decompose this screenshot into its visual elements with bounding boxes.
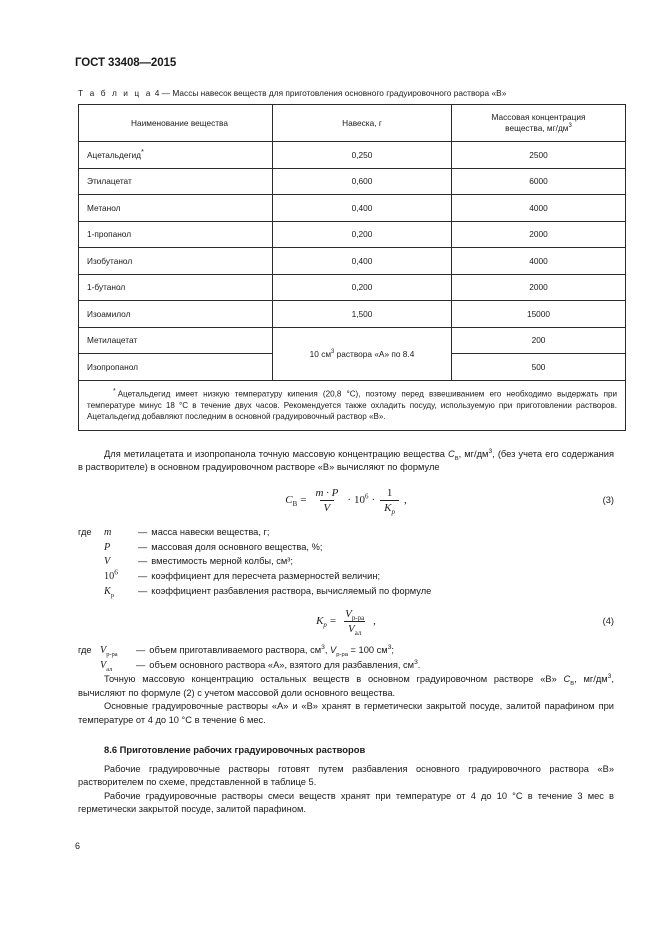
- para-exact-sup: 3: [607, 673, 612, 681]
- legend-tail-base: V: [330, 644, 337, 655]
- legend-symbol: [104, 541, 138, 556]
- symbol-cb-base: C: [447, 448, 455, 459]
- table-row: [79, 301, 626, 328]
- legend-item: [78, 658, 614, 673]
- symbol-cb: [563, 674, 575, 688]
- cell-footnote: [79, 380, 626, 430]
- formula3-lhs-base: C: [285, 494, 293, 507]
- footnote-marker: *: [113, 387, 116, 395]
- legend-symbol-base: V: [100, 644, 107, 656]
- formula3-lhs: [285, 494, 298, 509]
- legend-text-a: объем приготавливаемого раствора, см: [149, 644, 322, 655]
- formula3-fraction-1: [311, 487, 342, 514]
- footnote-ref-marker: *: [140, 146, 144, 156]
- legend-symbol-base: K: [104, 585, 111, 597]
- legend-text: вместимость мерной колбы, см³;: [151, 556, 293, 567]
- legend-lead-word: где: [78, 644, 92, 655]
- table-body: [79, 142, 626, 431]
- para-exact-c: , вычисляют по формуле (2) с учетом массовой доли основного вещества.: [78, 674, 614, 698]
- table-caption-dash: —: [161, 88, 171, 98]
- table-row: [79, 195, 626, 222]
- legend-lead-word: где: [78, 526, 92, 537]
- merged-mass-superscript: 3: [331, 348, 335, 355]
- legend-tail-end: ;: [391, 644, 395, 655]
- legend-symbol-base: V: [104, 556, 111, 568]
- para-intro-c: , (без учета его содержания в растворителе) в основном градуировочном растворе «В» вычисляют по формуле: [78, 448, 614, 473]
- paragraph-exact-concentration: [78, 673, 614, 700]
- formula-4-number: (4): [602, 616, 614, 627]
- column-header-name: Наименование вещества: [79, 105, 273, 142]
- column-header-concentration: [452, 105, 626, 142]
- formula3-lhs-sub: В: [292, 501, 298, 509]
- legend-dash: —: [138, 526, 148, 537]
- table-row: [79, 142, 626, 169]
- cell-concentration: 6000: [452, 168, 626, 195]
- legend-dash: —: [138, 585, 148, 596]
- legend-symbol: [100, 658, 136, 673]
- formula3-numerator: m · P: [315, 486, 339, 499]
- cell-concentration: 2000: [452, 221, 626, 248]
- legend-dash: —: [136, 644, 146, 655]
- cell-substance-name: Метилацетат: [79, 327, 273, 354]
- concentration-line2: вещества, мг/дм: [505, 123, 569, 133]
- para-exact-a: Точную массовую концентрацию остальных веществ в основном градуировочном растворе «В»: [104, 674, 564, 685]
- legend-symbol-sub: р: [110, 591, 114, 599]
- cell-concentration: 500: [452, 354, 626, 381]
- legend-dash: —: [136, 659, 146, 670]
- formula-4: [78, 608, 614, 635]
- legend-text: коэффициент разбавления раствора, вычисляемый по формуле: [151, 585, 432, 596]
- table-row: [79, 274, 626, 301]
- formula4-numerator: [341, 608, 368, 621]
- cell-concentration: 15000: [452, 301, 626, 328]
- table-caption-label: Т а б л и ц а: [78, 88, 153, 98]
- legend-symbol: [104, 567, 138, 585]
- legend-tail-sup: 3: [387, 643, 392, 651]
- cell-substance-name: Этилацетат: [79, 168, 273, 195]
- table-row: [79, 221, 626, 248]
- table-caption-text: Массы навесок веществ для приготовления основного градуировочного раствора «В»: [172, 88, 507, 98]
- formula3-fraction-2: [380, 487, 399, 514]
- table-header-row: [79, 105, 626, 142]
- formula4-denominator: [344, 621, 365, 635]
- symbol-cb-base: C: [563, 674, 571, 685]
- legend-text: [149, 659, 614, 673]
- legend-text: коэффициент для пересчета размерностей величин;: [151, 571, 381, 582]
- formula4-equals: =: [329, 615, 337, 628]
- formula4-fraction: [341, 608, 368, 635]
- cell-substance-name: Изобутанол: [79, 248, 273, 275]
- cell-concentration: 2500: [452, 142, 626, 169]
- table-caption: [78, 88, 614, 98]
- legend-symbol-base: P: [104, 541, 111, 553]
- table-4: [78, 104, 626, 431]
- cell-concentration: 4000: [452, 195, 626, 222]
- legend-symbol-sup: 6: [114, 567, 118, 577]
- legend-symbol: [104, 585, 138, 600]
- legend-text: масса навески вещества, г;: [151, 526, 270, 537]
- cell-mass: 0,400: [273, 195, 452, 222]
- cell-mass: 1,500: [273, 301, 452, 328]
- paragraph-8-6-1: Рабочие градуировочные растворы готовят путем разбавления основного градуировочного раствора «В» растворителем по схеме, представленной в таблице 5.: [78, 763, 614, 788]
- formula-3-expression: [285, 487, 406, 514]
- legend-tail-symbol: [330, 644, 348, 658]
- legend-symbol: [104, 555, 138, 570]
- formula3-kp-base: K: [384, 501, 392, 514]
- symbol-cb-sub: В: [454, 455, 459, 462]
- formula3-kp-sub: р: [391, 508, 395, 516]
- legend-symbol-base: m: [104, 526, 112, 538]
- merged-mass-pre: 10 см: [309, 348, 332, 359]
- cell-substance-name: 1-пропанол: [79, 221, 273, 248]
- merged-mass-post: раствора «А» по 8.4: [334, 348, 415, 359]
- formula4-comma: ,: [373, 615, 376, 628]
- legend-text-a: объем основного раствора «А», взятого для разбавления, см: [149, 659, 415, 670]
- legend-item: [78, 541, 614, 556]
- paragraph-formula3-intro: [78, 448, 614, 475]
- cell-concentration: 4000: [452, 248, 626, 275]
- legend-text-b: .: [417, 659, 421, 670]
- legend-item: [78, 567, 614, 585]
- para-intro-a: Для метилацетата и изопропанола точную массовую концентрацию вещества: [104, 448, 448, 459]
- symbol-cb-sub: В: [570, 681, 575, 688]
- formula3-comma: ,: [403, 494, 407, 507]
- table-row: [79, 327, 626, 354]
- formula4-num-base: V: [345, 607, 352, 620]
- page-content: [78, 88, 617, 817]
- formula3-ten-exponent: 6: [365, 493, 369, 501]
- para-exact-b: , мг/дм: [574, 674, 608, 685]
- cell-substance-name: [79, 142, 273, 169]
- legend-symbol-base: 10: [104, 571, 115, 583]
- formula-4-expression: [316, 608, 376, 635]
- para-intro-b: , мг/дм: [458, 448, 489, 459]
- formula4-den-sub: ал: [354, 629, 362, 637]
- legend-text-sup: 3: [321, 643, 325, 651]
- formula4-num-sub: р-ра: [351, 614, 365, 622]
- formula-3-number: (3): [602, 495, 614, 506]
- cell-substance-name: Изоамилол: [79, 301, 273, 328]
- cell-mass: 0,400: [273, 248, 452, 275]
- formula-3: [78, 487, 614, 514]
- cell-mass: 0,250: [273, 142, 452, 169]
- footnote-text: Ацетальдегид имеет низкую температуру кипения (20,8 °С), поэтому перед взвешиванием его необходимо выдержать при температуре минус 18 °С в течение двух часов. Рекомендуется также охладить посуду, используемую при приготовлении растворов. Ацетальдегид добавляют последним в основной градуировочный раствор «В».: [87, 389, 617, 422]
- substance-name-text: Ацетальдегид: [87, 149, 141, 160]
- formula3-dot-2: ·: [371, 494, 376, 507]
- legend-dash: —: [138, 541, 148, 552]
- legend-dash: —: [138, 556, 148, 567]
- symbol-cb: [447, 448, 459, 462]
- formula3-dot-1: ·: [347, 494, 352, 507]
- legend-symbol-base: V: [100, 659, 107, 671]
- legend-item: [78, 585, 614, 600]
- legend-text-b: ,: [324, 644, 331, 655]
- paragraph-8-6-2: Рабочие градуировочные растворы смеси веществ хранят при температуре от 4 до 10 °С в течение 3 мес в герметически закрытой посуде, залитой парафином.: [78, 790, 614, 815]
- legend-text: массовая доля основного вещества, %;: [151, 541, 323, 552]
- cell-mass: 0,200: [273, 221, 452, 248]
- legend-dash: —: [138, 571, 148, 582]
- cell-substance-name: Изопропанол: [79, 354, 273, 381]
- formula4-den-base: V: [347, 622, 355, 635]
- table-footnote-row: [79, 380, 626, 430]
- formula4-lhs: [316, 615, 327, 630]
- cell-concentration: 200: [452, 327, 626, 354]
- concentration-line1: Массовая концентрация: [491, 112, 586, 123]
- formula4-lhs-sub: р: [323, 622, 327, 630]
- legend-text-sup: 3: [414, 658, 418, 666]
- para-intro-sup: 3: [488, 447, 493, 455]
- table-row: [79, 248, 626, 275]
- table-head: [79, 105, 626, 142]
- concentration-superscript: 3: [568, 123, 572, 130]
- legend-text: [149, 644, 614, 658]
- paragraph-storage: Основные градуировочные растворы «А» и «В» хранят в герметически закрытой посуде, залитой парафином при температуре от 4 до 10 °С в течение 6 мес.: [78, 701, 614, 725]
- formula4-lhs-base: K: [316, 615, 324, 628]
- legend-tail-sub: р-ра: [336, 651, 348, 658]
- formula3-frac2-denominator: [380, 500, 399, 514]
- cell-concentration: 2000: [452, 274, 626, 301]
- legend-item: [78, 555, 614, 570]
- formula3-denominator: V: [320, 500, 335, 514]
- formula3-ten: 10: [354, 494, 366, 507]
- legend-tail-text: = 100 см: [347, 644, 388, 655]
- formula3-ten-power: [354, 494, 368, 506]
- cell-mass: 0,200: [273, 274, 452, 301]
- table-row: [79, 168, 626, 195]
- column-header-mass: Навеска, г: [273, 105, 452, 142]
- section-heading-8-6: 8.6 Приготовление рабочих градуировочных растворов: [104, 743, 366, 755]
- cell-mass-merged: [273, 327, 452, 380]
- legend-symbol-sub: ал: [106, 666, 113, 673]
- legend-item: [78, 526, 614, 541]
- legend-item: [78, 643, 614, 658]
- formula-3-legend: [78, 526, 614, 600]
- formula3-frac2-numerator: 1: [386, 486, 393, 499]
- cell-substance-name: Метанол: [79, 195, 273, 222]
- legend-symbol: [104, 526, 138, 541]
- page-number: 6: [75, 841, 81, 851]
- running-head: ГОСТ 33408—2015: [75, 57, 177, 69]
- legend-symbol: [100, 643, 136, 658]
- cell-substance-name: 1-бутанол: [79, 274, 273, 301]
- cell-mass: 0,600: [273, 168, 452, 195]
- formula3-equals: =: [300, 494, 307, 507]
- formula-4-legend: [78, 643, 614, 674]
- table-caption-number: 4: [154, 88, 160, 98]
- legend-symbol-sub: р-ра: [106, 650, 118, 658]
